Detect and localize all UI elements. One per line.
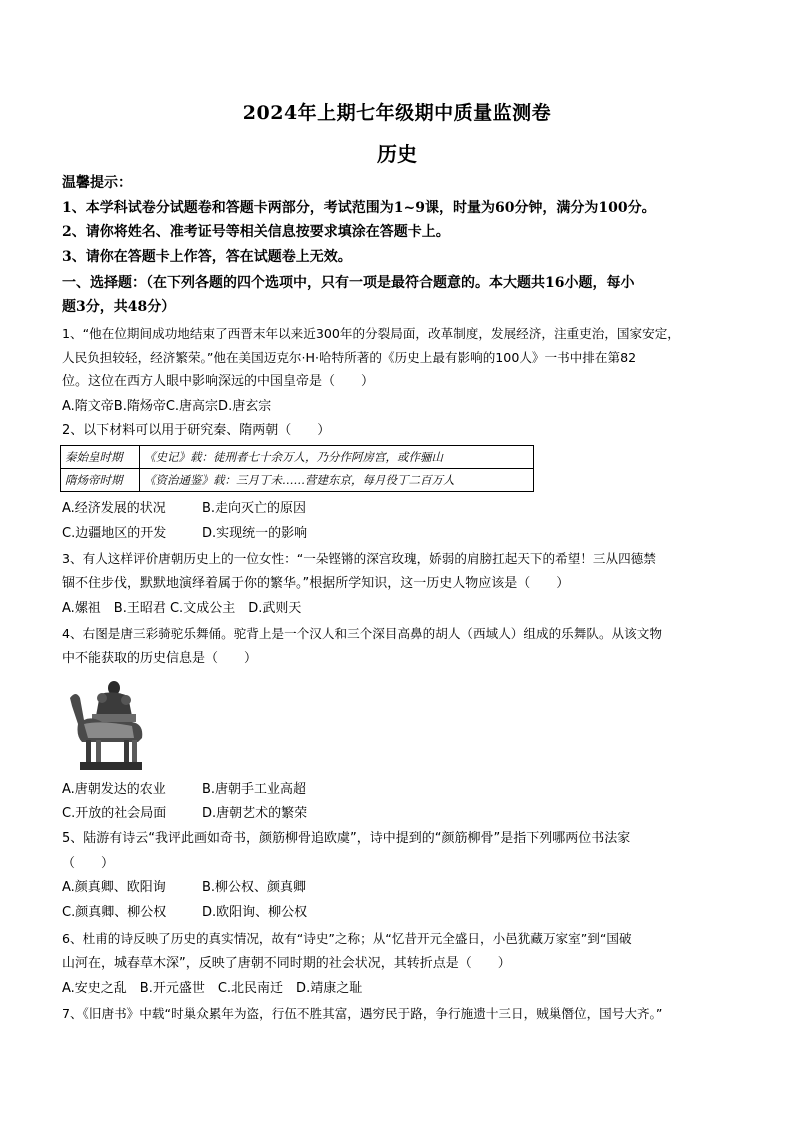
q3-stem-line2: 锢不住步伐，默默地演绎着属于你的繁华。”根据所学知识，这一历史人物应该是（ ） [62,576,570,591]
table-cell-record: 《资治通鉴》载：三月丁未……营建东京，每月役丁二百万人 [140,469,534,492]
section-heading-line1: 一、选择题：（在下列各题的四个选项中，只有一项是最符合题意的。本大题共16小题，每小 [62,275,635,291]
q6-stem-line2: 山河在，城春草木深”，反映了唐朝不同时期的社会状况，其转折点是（ ） [62,956,511,971]
q2-option-a: A.经济发展的状况 [62,501,166,516]
q1-stem-line2: 人民负担较轻，经济繁荣。”他在美国迈克尔·H·哈特所著的《历史上最有影响的100人》一书中排在第82 [62,350,637,365]
q5-option-c: C.颜真卿、柳公权 [62,905,167,920]
q4-stem-line2: 中不能获取的历史信息是（ ） [62,651,258,666]
q4-option-b: B.唐朝手工业高超 [202,782,307,797]
q4-option-c: C.开放的社会局面 [62,806,167,821]
q5-option-d: D.欧阳询、柳公权 [202,905,308,920]
section-heading-line2: 题3分，共48分） [62,299,176,315]
table-cell-period: 隋炀帝时期 [61,469,140,492]
q5-stem-line2: （ ） [62,856,115,871]
notice-item-2: 2、请你将姓名、准考证号等相关信息按要求填涂在答题卡上。 [62,224,450,240]
table-row [61,469,534,492]
q4-stem-line1: 4、右图是唐三彩骑驼乐舞俑。驼背上是一个汉人和三个深目高鼻的胡人（西域人）组成的乐舞队。从该文物 [62,626,662,641]
q2-stem: 2、以下材料可以用于研究秦、隋两朝（ ） [62,423,331,438]
notice-heading: 温馨提示： [62,175,132,191]
q1-stem-line3: 位。这位在西方人眼中影响深远的中国皇帝是（ ） [62,374,375,389]
q3-stem-line1: 3、有人这样评价唐朝历史上的一位女性：“一朵铿锵的深宫玫瑰，娇弱的肩膀扛起天下的希望！三从四德禁 [62,551,656,566]
table-row [61,446,534,469]
table-cell-period: 秦始皇时期 [61,446,140,469]
table-cell-record: 《史记》载：徒刑者七十余万人，乃分作阿房宫，或作骊山 [140,446,534,469]
q4-option-a: A.唐朝发达的农业 [62,782,166,797]
q6-options: A.安史之乱 B.开元盛世 C.北民南迁 D.靖康之耻 [62,981,363,996]
notice-item-3: 3、请你在答题卡上作答，答在试题卷上无效。 [62,249,352,265]
q1-stem-line1: 1、“他在位期间成功地结束了西晋末年以来近300年的分裂局面，改革制度，发展经济，注重吏治，国家安定， [62,326,680,341]
q2-option-d: D.实现统一的影响 [202,526,308,541]
q3-options: A.嫘祖 B.王昭君 C.文成公主 D.武则天 [62,601,302,616]
camel-figurine-image [62,676,152,774]
exam-title: 2024年上期七年级期中质量监测卷 [242,102,552,124]
subject-title: 历史 [377,142,417,166]
q4-option-d: D.唐朝艺术的繁荣 [202,806,308,821]
q2-option-c: C.边疆地区的开发 [62,526,167,541]
q1-options: A.隋文帝B.隋炀帝C.唐高宗D.唐玄宗 [62,399,272,414]
q2-option-b: B.走向灭亡的原因 [202,501,307,516]
q2-material-table [60,445,534,492]
q5-option-a: A.颜真卿、欧阳询 [62,880,166,895]
q5-stem-line1: 5、陆游有诗云“我评此画如奇书，颜筋柳骨追欧虞”，诗中提到的“颜筋柳骨”是指下列哪两位书法家 [62,831,631,846]
q7-stem-line1: 7、《旧唐书》中载“时巢众累年为盗，行伍不胜其富，遇穷民于路，争行施遗十三日，贼巢僭位，国号大齐。” [62,1006,663,1021]
q5-option-b: B.柳公权、颜真卿 [202,880,307,895]
notice-item-1: 1、本学科试卷分试题卷和答题卡两部分，考试范围为1~9课，时量为60分钟，满分为100分。 [62,200,656,216]
q6-stem-line1: 6、杜甫的诗反映了历史的真实情况，故有“诗史”之称；从“忆昔开元全盛日，小邑犹藏万家室”到“国破 [62,931,632,946]
